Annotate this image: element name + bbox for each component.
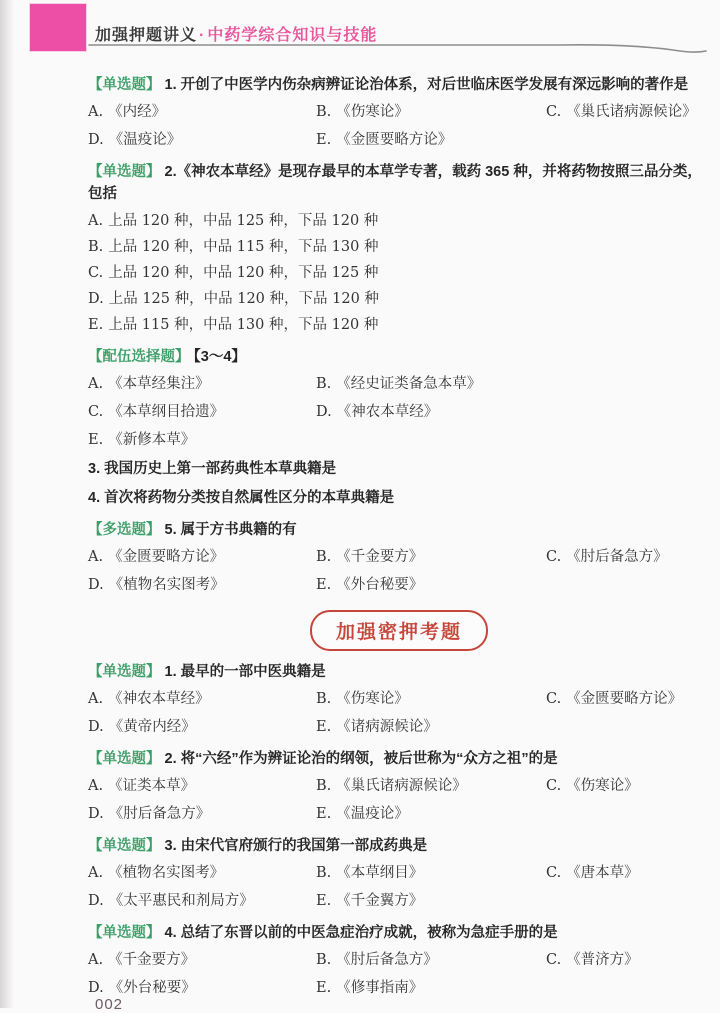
brand-color-block	[30, 4, 86, 51]
option-D: D. 上品 125 种，中品 120 种，下品 120 种	[88, 291, 379, 307]
option-B: B. 《经史证类备急本草》	[316, 376, 482, 392]
question-stem: 3. 由宋代官府颁行的我国第一部成药典是	[164, 838, 428, 854]
question-5-head	[88, 519, 710, 541]
option-C: C. 《本草纲目拾遗》	[88, 404, 225, 420]
question-type-tag: 【单选题】	[88, 838, 161, 854]
question-2	[88, 161, 710, 336]
option-B: B. 《伤寒论》	[316, 691, 409, 707]
exam-question-1-head	[88, 661, 710, 683]
exam-question-3	[88, 835, 710, 912]
stamp-row	[88, 610, 710, 651]
sub-question-4: 4. 首次将药物分类按自然属性区分的本草典籍是	[88, 490, 395, 506]
question-type-tag: 【配伍选择题】	[88, 349, 190, 365]
option-D: D. 《神农本草经》	[316, 404, 439, 420]
option-A: A. 《本草经集注》	[88, 376, 210, 392]
option-D: D. 《温疫论》	[88, 132, 182, 148]
option-C: C. 《普济方》	[546, 952, 639, 968]
matching-options	[88, 374, 710, 451]
option-E: E. 《千金翼方》	[316, 893, 424, 909]
exam-question-2	[88, 748, 710, 825]
question-1-head	[88, 74, 710, 96]
matching-questions-3-4	[88, 346, 710, 509]
option-A: A. 《金匮要略方论》	[88, 549, 225, 565]
option-D: D. 《植物名实图考》	[88, 577, 225, 593]
header-title-dot: ·	[199, 27, 206, 44]
option-B: B. 《本草纲目》	[316, 865, 424, 881]
option-E: E. 《外台秘要》	[316, 577, 424, 593]
question-stem: 2.《神农本草经》是现存最早的本草学专著，载药 365 种，并将药物按照三品分类，包括	[88, 164, 702, 202]
exam-question-1-options	[88, 689, 710, 738]
question-stem: 1. 最早的一部中医典籍是	[164, 664, 326, 680]
question-type-tag: 【单选题】	[88, 164, 161, 180]
option-E: E. 《新修本草》	[88, 432, 196, 448]
option-E: E. 《温疫论》	[316, 806, 409, 822]
option-E: E. 上品 115 种，中品 130 种，下品 120 种	[88, 317, 379, 333]
question-type-tag: 【单选题】	[88, 925, 161, 941]
question-5	[88, 519, 710, 596]
option-A: A. 《内经》	[88, 104, 167, 120]
matching-head	[88, 346, 710, 368]
option-A: A. 《植物名实图考》	[88, 865, 225, 881]
header-title-main: 加强押题讲义	[95, 27, 198, 44]
exam-question-4	[88, 922, 710, 999]
question-stem: 1. 开创了中医学内伤杂病辨证论治体系，对后世临床医学发展有深远影响的著作是	[164, 77, 689, 93]
option-A: A. 《千金要方》	[88, 952, 196, 968]
header-title-sub: 中药学综合知识与技能	[207, 27, 378, 44]
option-D: D. 《肘后备急方》	[88, 806, 211, 822]
question-stem: 5. 属于方书典籍的有	[164, 522, 297, 538]
question-2-head	[88, 161, 710, 205]
option-E: E. 《金匮要略方论》	[316, 132, 453, 148]
option-C: C. 《唐本草》	[546, 865, 639, 881]
question-type-tag: 【单选题】	[88, 77, 161, 93]
option-B: B. 《伤寒论》	[316, 104, 409, 120]
option-D: D. 《黄帝内经》	[88, 719, 196, 735]
question-range: 【3～4】	[193, 349, 246, 365]
option-C: C. 《伤寒论》	[546, 778, 639, 794]
option-B: B. 《巢氏诸病源候论》	[316, 778, 467, 794]
question-type-tag: 【单选题】	[88, 751, 161, 767]
exam-question-1	[88, 661, 710, 738]
question-1-options	[88, 102, 710, 151]
question-stem: 2. 将“六经”作为辨证论治的纲领，被后世称为“众方之祖”的是	[164, 751, 558, 767]
sub-question-3: 3. 我国历史上第一部药典性本草典籍是	[88, 461, 337, 477]
option-D: D. 《外台秘要》	[88, 980, 196, 996]
option-C: C. 《巢氏诸病源候论》	[546, 104, 697, 120]
header-rule-line	[88, 40, 710, 56]
option-B: B. 《千金要方》	[316, 549, 424, 565]
option-C: C. 《金匮要略方论》	[546, 691, 683, 707]
option-E: E. 《修事指南》	[316, 980, 424, 996]
option-B: B. 上品 120 种，中品 115 种，下品 130 种	[88, 239, 379, 255]
question-5-options	[88, 547, 710, 596]
exam-question-2-options	[88, 776, 710, 825]
option-C: C. 《肘后备急方》	[546, 549, 668, 565]
question-1	[88, 74, 710, 151]
exam-question-4-head	[88, 922, 710, 944]
exam-question-3-options	[88, 863, 710, 912]
page-header	[0, 0, 720, 54]
page-body	[0, 54, 720, 999]
option-A: A. 《证类本草》	[88, 778, 196, 794]
exam-question-2-head	[88, 748, 710, 770]
option-C: C. 上品 120 种，中品 120 种，下品 125 种	[88, 265, 379, 281]
option-A: A. 《神农本草经》	[88, 691, 210, 707]
question-2-options	[88, 211, 710, 336]
question-type-tag: 【多选题】	[88, 522, 161, 538]
question-stem: 4. 总结了东晋以前的中医急症治疗成就，被称为急症手册的是	[164, 925, 558, 941]
option-E: E. 《诸病源候论》	[316, 719, 438, 735]
question-type-tag: 【单选题】	[88, 664, 161, 680]
section-stamp: 加强密押考题	[310, 610, 488, 651]
option-D: D. 《太平惠民和剂局方》	[88, 893, 254, 909]
option-A: A. 上品 120 种，中品 125 种，下品 120 种	[88, 213, 379, 229]
option-B: B. 《肘后备急方》	[316, 952, 438, 968]
exam-question-4-options	[88, 950, 710, 999]
page-number: 002	[95, 996, 124, 1013]
exam-question-3-head	[88, 835, 710, 857]
